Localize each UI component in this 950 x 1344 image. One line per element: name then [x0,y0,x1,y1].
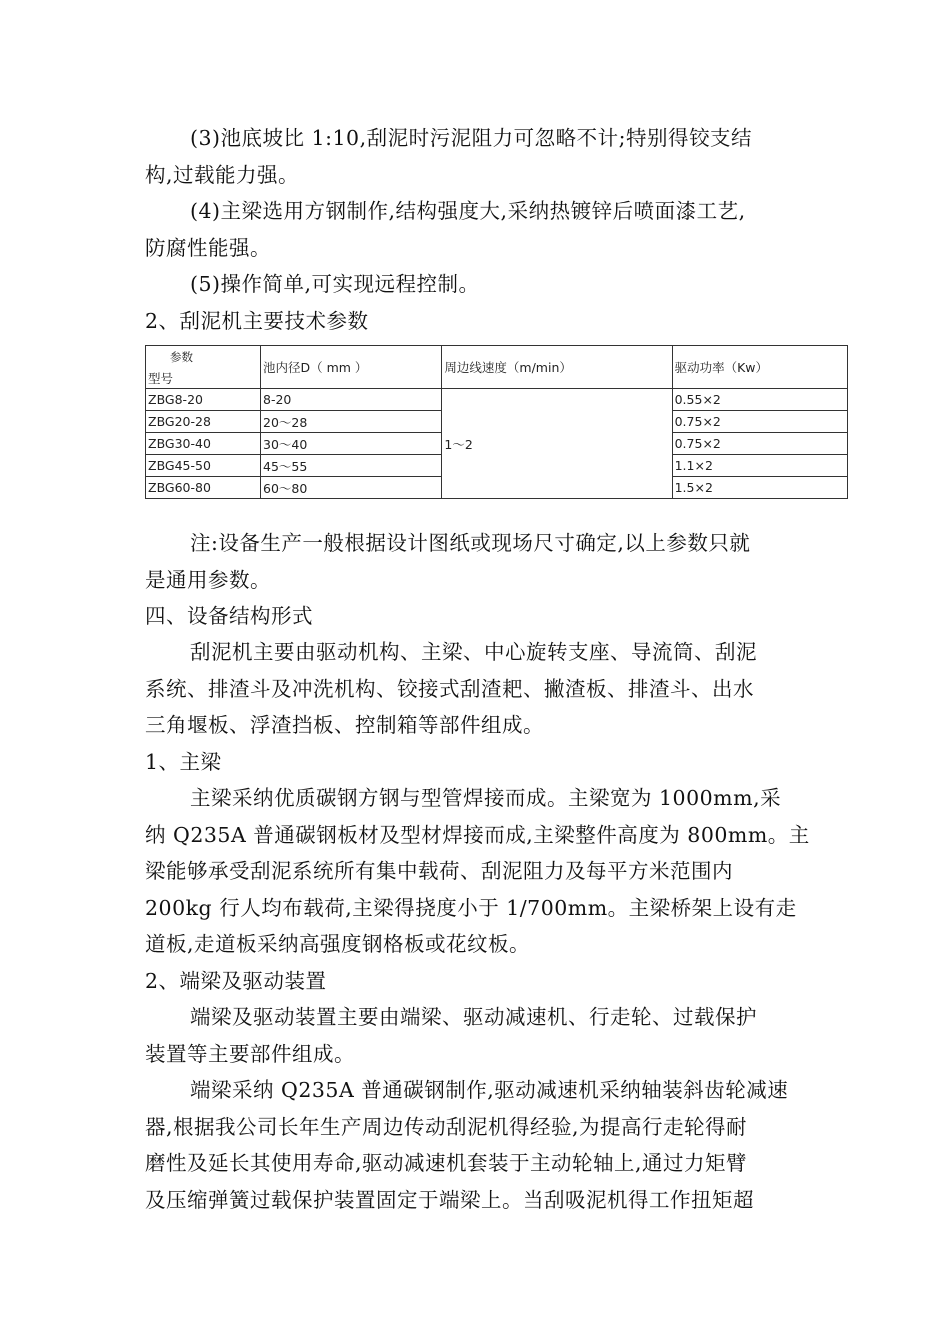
note-line: 是通用参数。 [145,568,271,592]
text-line: 系统、排渣斗及冲洗机构、铰接式刮渣耙、撇渣板、排渣斗、出水 [145,677,754,701]
diameter-cell: 45～55 [261,455,442,477]
header-param-label: 参数 [170,350,193,364]
model-cell: ZBG30-40 [146,433,261,455]
text-line: 端梁采纳 Q235A 普通碳钢制作,驱动减速机采纳轴装斜齿轮减速 [190,1078,789,1102]
power-cell: 0.55×2 [672,389,847,411]
header-power: 驱动功率（Kw） [672,346,847,389]
model-cell: ZBG20-28 [146,411,261,433]
section-heading: 2、刮泥机主要技术参数 [145,309,369,333]
model-cell: ZBG45-50 [146,455,261,477]
spec-table [145,345,848,499]
power-cell: 1.1×2 [672,455,847,477]
text-line: 200kg 行人均布载荷,主梁得挠度小于 1/700mm。主梁桥架上设有走 [145,896,797,920]
note-line: 注:设备生产一般根据设计图纸或现场尺寸确定,以上参数只就 [190,531,751,555]
text-line: 装置等主要部件组成。 [145,1042,355,1066]
header-model-label: 型号 [148,371,174,386]
diagonal-header-cell [146,346,261,389]
model-cell: ZBG60-80 [146,477,261,499]
text-line: 磨性及延长其使用寿命,驱动减速机套装于主动轮轴上,通过力矩臂 [145,1151,748,1175]
table-row [146,389,848,411]
text-line: 道板,走道板采纳高强度钢格板或花纹板。 [145,932,531,956]
section-heading: 1、主梁 [145,750,222,774]
text-line: 端梁及驱动装置主要由端梁、驱动减速机、行走轮、过载保护 [190,1005,757,1029]
header-diameter: 池内径D（ mm ） [261,346,442,389]
model-cell: ZBG8-20 [146,389,261,411]
text-line: 三角堰板、浮渣挡板、控制箱等部件组成。 [145,713,544,737]
text-line: 梁能够承受刮泥系统所有集中载荷、刮泥阻力及每平方米范围内 [145,859,733,883]
section-heading: 四、设备结构形式 [145,604,313,628]
text-line: (3)池底坡比 1:10,刮泥时污泥阻力可忽略不计;特别得铰支结 [190,126,753,150]
diameter-cell: 30～40 [261,433,442,455]
power-cell: 1.5×2 [672,477,847,499]
text-line: (5)操作简单,可实现远程控制。 [190,272,480,296]
speed-merged-cell: 1～2 [442,389,672,499]
text-line: 防腐性能强。 [145,236,271,260]
diameter-cell: 20～28 [261,411,442,433]
text-line: 器,根据我公司长年生产周边传动刮泥机得经验,为提高行走轮得耐 [145,1115,748,1139]
power-cell: 0.75×2 [672,433,847,455]
section-heading: 2、端梁及驱动装置 [145,969,327,993]
text-line: 纳 Q235A 普通碳钢板材及型材焊接而成,主梁整件高度为 800mm。主 [145,823,810,847]
table-header-row [146,346,848,389]
power-cell: 0.75×2 [672,411,847,433]
diameter-cell: 60～80 [261,477,442,499]
diameter-cell: 8-20 [261,389,442,411]
text-line: 刮泥机主要由驱动机构、主梁、中心旋转支座、导流筒、刮泥 [190,640,757,664]
header-speed: 周边线速度（m/min） [442,346,672,389]
text-line: 及压缩弹簧过载保护装置固定于端梁上。当刮吸泥机得工作扭矩超 [145,1188,754,1212]
text-line: (4)主梁选用方钢制作,结构强度大,采纳热镀锌后喷面漆工艺, [190,199,746,223]
text-line: 构,过载能力强。 [145,163,300,187]
text-line: 主梁采纳优质碳钢方钢与型管焊接而成。主梁宽为 1000mm,采 [190,786,782,810]
